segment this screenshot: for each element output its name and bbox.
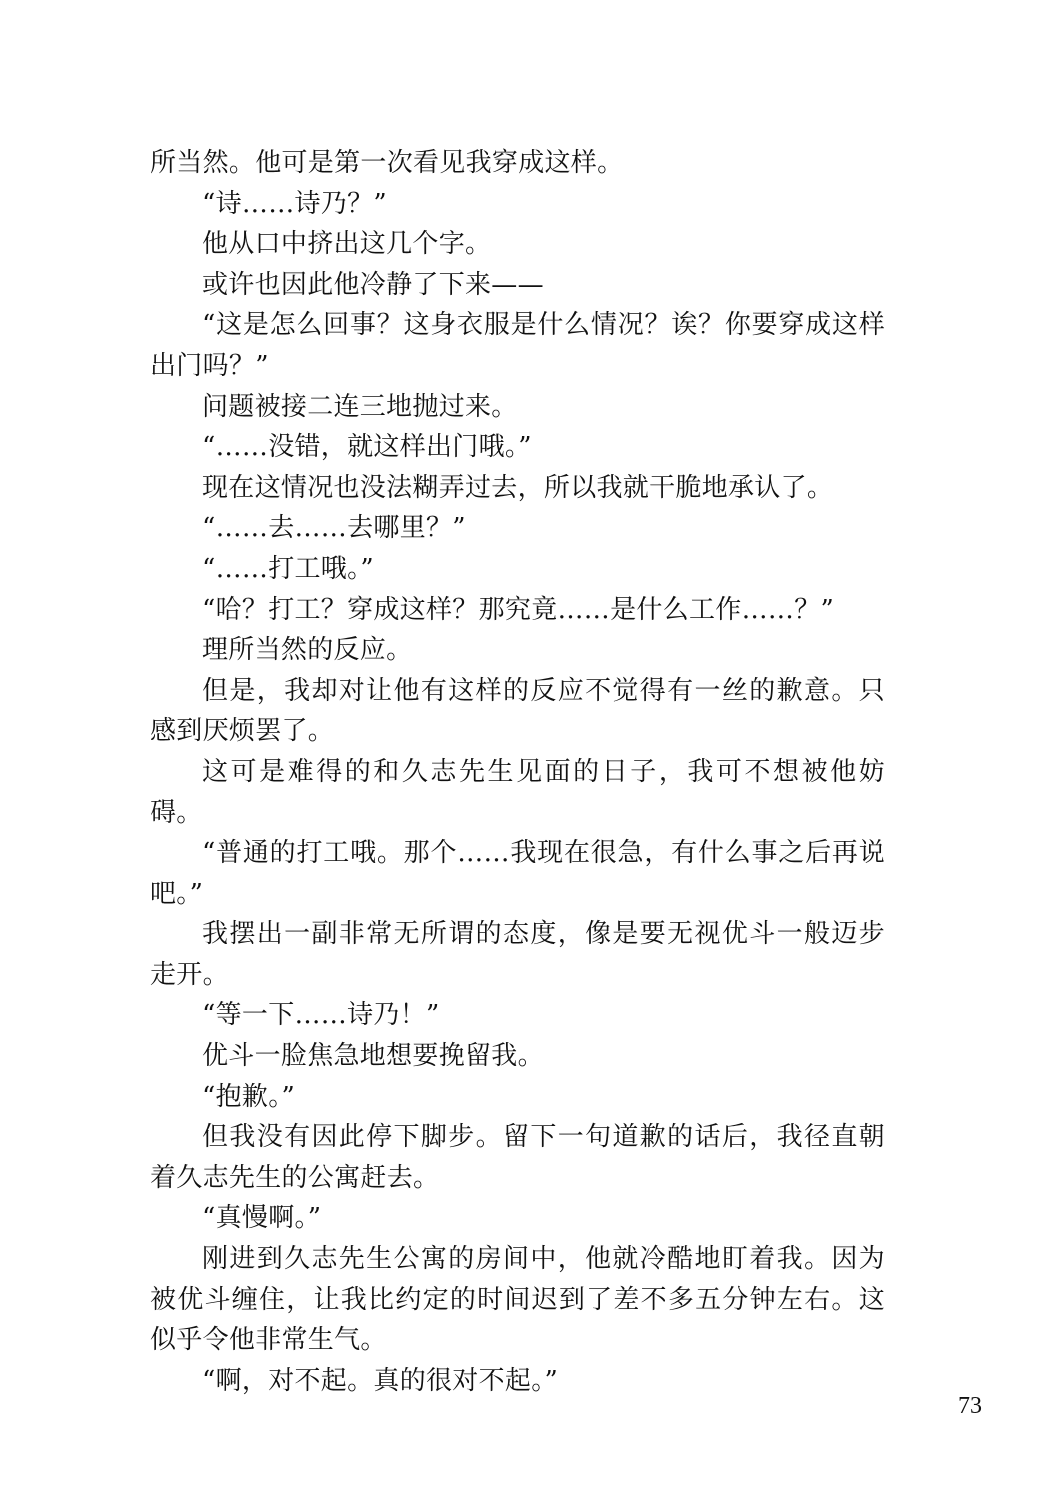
- paragraph: “……去……去哪里？”: [202, 513, 466, 544]
- paragraph: “真慢啊。”: [202, 1203, 322, 1234]
- paragraph: “……没错，就这样出门哦。”: [202, 432, 532, 463]
- paragraph: 但我没有因此停下脚步。留下一句道歉的话后，我径直朝着久志先生的公寓赶去。: [150, 1122, 885, 1193]
- paragraph: 问题被接二连三地抛过来。: [202, 391, 518, 422]
- paragraph: “诗……诗乃？”: [202, 188, 387, 219]
- paragraph: 理所当然的反应。: [202, 635, 413, 666]
- paragraph: 但是，我却对让他有这样的反应不觉得有一丝的歉意。只感到厌烦罢了。: [150, 675, 885, 747]
- paragraph: 现在这情况也没法糊弄过去，所以我就干脆地承认了。: [202, 472, 834, 503]
- paragraph: “啊，对不起。真的很对不起。”: [202, 1365, 559, 1396]
- paragraph: “抱歉。”: [202, 1081, 296, 1112]
- paragraph: 优斗一脸焦急地想要挽留我。: [202, 1041, 544, 1072]
- paragraph: 我摆出一副非常无所谓的态度，像是要无视优斗一般迈步走开。: [150, 919, 885, 990]
- page-number: 73: [958, 1393, 982, 1419]
- paragraph: “等一下……诗乃！”: [202, 1000, 440, 1031]
- paragraph: “哈？打工？穿成这样？那究竟……是什么工作……？”: [202, 594, 835, 625]
- body-text: [150, 143, 885, 1401]
- paragraph: 刚进到久志先生公寓的房间中，他就冷酷地盯着我。因为被优斗缠住，让我比约定的时间迟到了差不多五分钟左右。这似乎令他非常生气。: [150, 1244, 885, 1356]
- paragraph: “这是怎么回事？这身衣服是什么情况？诶？你要穿成这样出门吗？”: [150, 310, 885, 381]
- paragraph: “……打工哦。”: [202, 553, 374, 584]
- paragraph: 这可是难得的和久志先生见面的日子，我可不想被他妨碍。: [150, 756, 885, 828]
- paragraph: 他从口中挤出这几个字。: [202, 229, 492, 260]
- paragraph: “普通的打工哦。那个……我现在很急，有什么事之后再说吧。”: [150, 838, 885, 909]
- paragraph: 或许也因此他冷静了下来——: [202, 269, 544, 300]
- paragraph: 所当然。他可是第一次看见我穿成这样。: [150, 148, 624, 178]
